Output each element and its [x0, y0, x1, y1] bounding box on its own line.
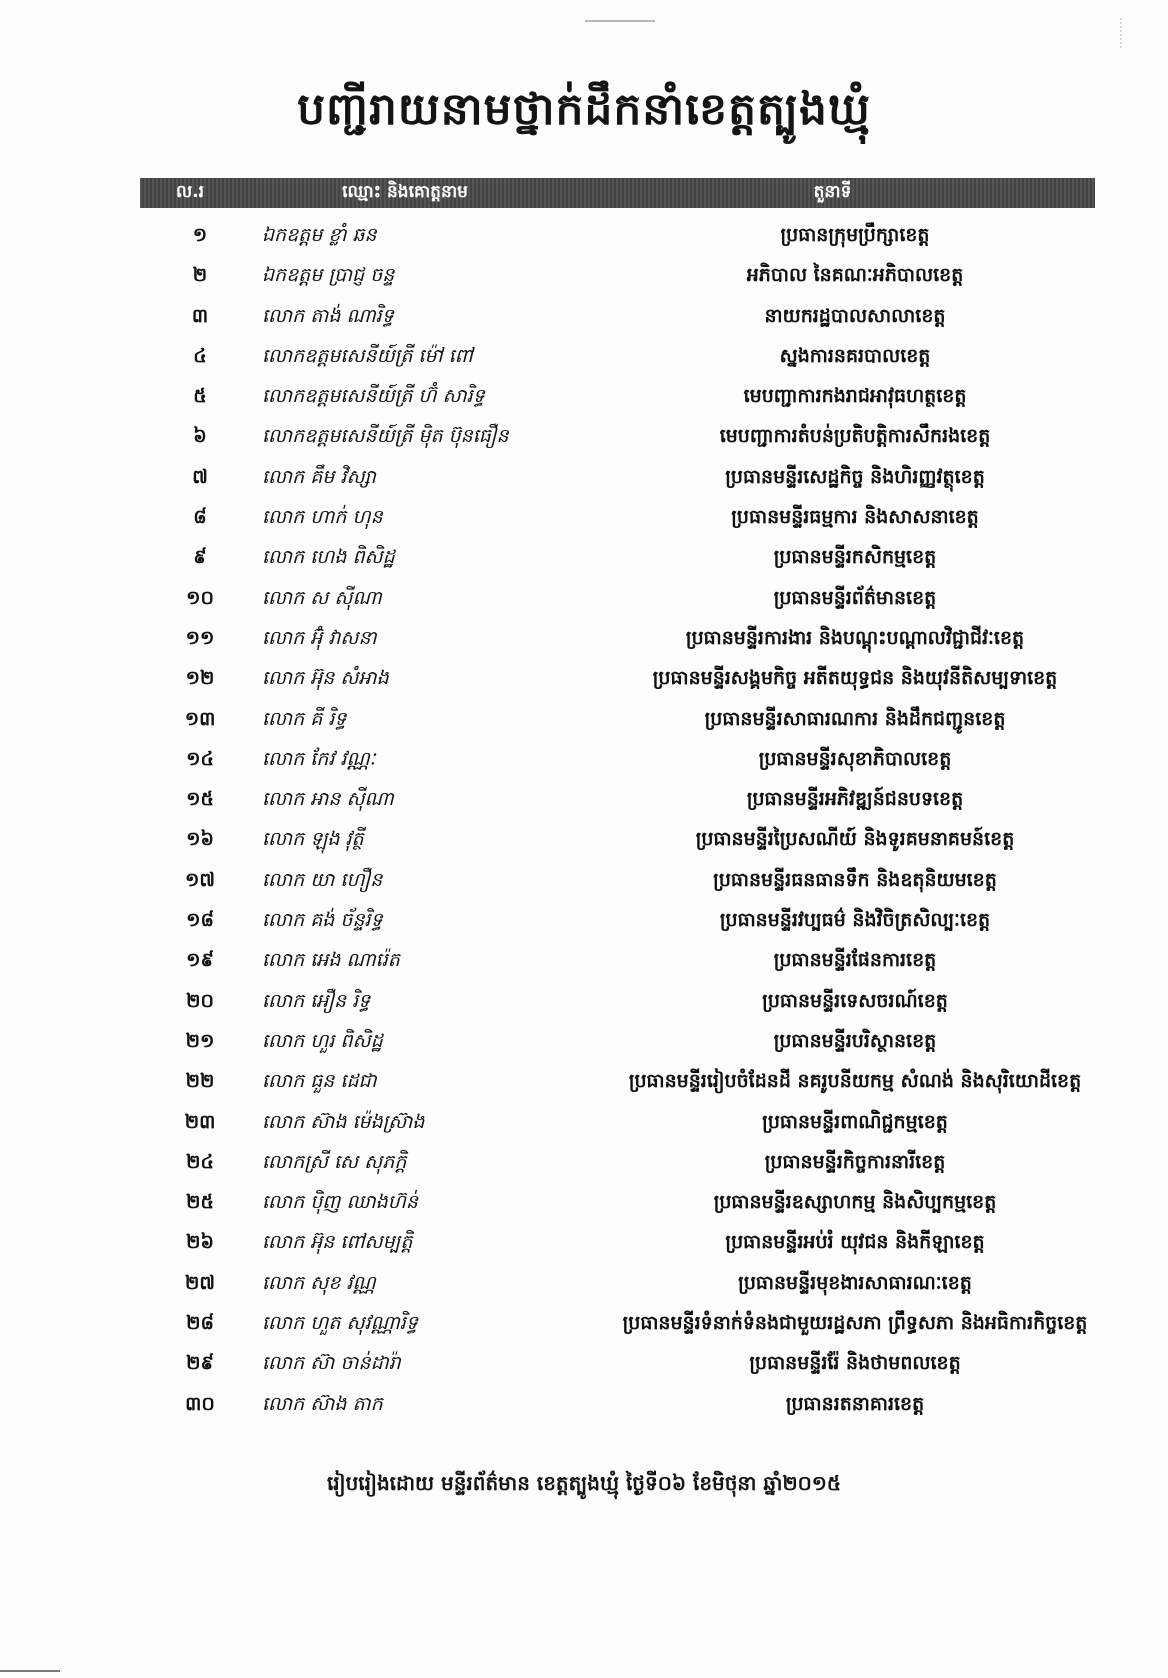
row-role: ប្រធានមន្ទីរធម្មការ និងសាសនាខេត្ត — [731, 506, 979, 529]
row-role: ប្រធានមន្ទីរការងារ និងបណ្តុះបណ្តាលវិជ្ជាជីវៈខេត្ត — [685, 626, 1025, 649]
row-name: លោក ហាក់ ហុន — [262, 506, 383, 529]
row-name: លោកឧត្តមសេនីយ៍ត្រី ម៉ៅ ពៅ — [262, 344, 473, 367]
table-row — [0, 699, 1168, 739]
table-row — [0, 1222, 1168, 1262]
row-role: ប្រធានមន្ទីរពាណិជ្ជកម្មខេត្ត — [762, 1110, 948, 1133]
table-header — [140, 178, 1095, 208]
table-row — [0, 1303, 1168, 1343]
table-row — [0, 819, 1168, 859]
table-row — [0, 296, 1168, 336]
table-row — [0, 618, 1168, 658]
row-name: លោក ស៊ា ចាន់ដារ៉ា — [262, 1352, 401, 1375]
row-role: ប្រធានមន្ទីរសង្គមកិច្ច អតីតយុទ្ធជន និងយុវនីតិសម្បទាខេត្ត — [652, 667, 1058, 690]
row-number: ២ — [192, 264, 208, 287]
row-name: លោក អាន ស៊ីណា — [262, 788, 394, 811]
row-number: ១៣ — [184, 707, 216, 730]
row-name: លោក ឡុង វុត្ថី — [262, 828, 364, 851]
row-name: លោក អឿន រិទ្ធ — [262, 989, 371, 1012]
row-number: ២២ — [185, 1070, 215, 1093]
row-number: ១០ — [186, 586, 214, 609]
row-role: ប្រធានមន្ទីរអប់រំ យុវជន និងកីឡាខេត្ត — [725, 1231, 985, 1254]
row-number: ២៧ — [185, 1271, 215, 1294]
scan-artifact-top — [585, 20, 655, 22]
row-name: លោក កែវ វណ្ណៈ — [262, 747, 376, 770]
row-number: ២៣ — [184, 1110, 216, 1133]
row-role: ប្រធានមន្ទីរបរិស្ថានខេត្ត — [773, 1029, 937, 1052]
table-row — [0, 1263, 1168, 1303]
row-name: ឯកឧត្តម ប្រាជ្ញ ចន្ទ — [262, 264, 395, 287]
row-name: លោក អ៊ុន ពៅសម្បត្តិ — [262, 1231, 413, 1254]
row-name: លោក អេង ណារ៉េត — [262, 949, 400, 972]
row-name: លោក ហួត សុវណ្ណារិទ្ធ — [262, 1312, 418, 1335]
row-name: លោក ស ស៊ីណា — [262, 586, 382, 609]
row-role: ប្រធានមន្ទីរទំនាក់ទំនងជាមួយរដ្ឋសភា ព្រឹទ្ធសភា និងអធិការកិច្ចខេត្ត — [622, 1312, 1088, 1335]
row-name: លោក យា ហឿន — [262, 868, 383, 891]
row-number: ១៨ — [186, 909, 214, 932]
table-row — [0, 336, 1168, 376]
row-number: ៥ — [193, 385, 207, 408]
row-role: ប្រធានមន្ទីរធនធានទឹក និងឧតុនិយមខេត្ត — [713, 868, 997, 891]
table-row — [0, 215, 1168, 255]
row-number: ១ — [192, 224, 208, 246]
row-name: លោក អ៊ុន សំអាង — [262, 667, 389, 690]
row-name: លោក គង់ ច័ន្ទរិទ្ធ — [262, 909, 383, 932]
row-role: នាយករដ្ឋបាលសាលាខេត្ត — [764, 304, 946, 327]
row-number: ២៥ — [186, 1191, 214, 1214]
row-role: ស្នងការនគរបាលខេត្ត — [779, 344, 931, 367]
row-role: ប្រធានមន្ទីរសេដ្ឋកិច្ច និងហិរញ្ញវត្ថុខេត្ត — [725, 465, 985, 488]
row-name: លោកស្រី សេ សុភក្តិ — [262, 1150, 407, 1173]
row-role: ប្រធានមន្ទីររៀបចំដែនដី នគរូបនីយកម្ម សំណង់ និងសុរិយោដីខេត្ត — [628, 1070, 1082, 1093]
row-number: ១៤ — [186, 747, 214, 770]
row-number: ២៩ — [186, 1352, 214, 1375]
row-role: ប្រធានរតនាគារខេត្ត — [785, 1392, 925, 1415]
table-row — [0, 1021, 1168, 1061]
row-role: ប្រធានមន្ទីរព័ត៌មានខេត្ត — [773, 586, 937, 609]
table-row — [0, 1384, 1168, 1424]
row-name: លោក អ៊ុំ វាសនា — [262, 626, 377, 649]
row-name: លោក ប៉ិញ ឈាងហ៊ន់ — [262, 1191, 418, 1214]
row-number: ២១ — [185, 1029, 215, 1052]
table-row — [0, 940, 1168, 980]
row-number: ៤ — [193, 344, 207, 367]
footer-note: រៀបរៀងដោយ មន្ទីរព័ត៌មាន ខេត្តត្បូងឃ្មុំ ថ្ងៃទី០៦ ខែមិថុនា ឆ្នាំ២០១៥ — [326, 1471, 842, 1495]
column-header-role: តួនាទី — [813, 181, 852, 202]
table-row — [0, 981, 1168, 1021]
row-name: លោក ហេង ពិសិដ្ឋ — [262, 546, 395, 569]
row-name: ឯកឧត្តម ខ្លាំ ឆន — [262, 224, 377, 246]
table-row — [0, 739, 1168, 779]
row-role: ប្រធានមន្ទីរកសិកម្មខេត្ត — [773, 546, 937, 569]
row-role: អភិបាល នៃគណៈអភិបាលខេត្ត — [746, 264, 964, 287]
row-number: ២៦ — [186, 1231, 214, 1254]
row-number: ១៩ — [186, 949, 214, 972]
row-number: ៨ — [193, 506, 207, 529]
row-role: ប្រធានមន្ទីរកិច្ចការនារីខេត្ត — [764, 1150, 946, 1173]
table-row — [0, 860, 1168, 900]
column-header-number: ល.រ — [175, 181, 205, 202]
page-title: បញ្ជីរាយនាមថ្នាក់ដឹកនាំខេត្តត្បូងឃ្មុំ — [297, 84, 871, 135]
table-row — [0, 578, 1168, 618]
table-row — [0, 457, 1168, 497]
row-role: ប្រធានមន្ទីរទេសចរណ៍ខេត្ត — [762, 989, 948, 1012]
table-row — [0, 537, 1168, 577]
row-number: ៣ — [191, 304, 209, 327]
row-role: ប្រធានមន្ទីរសាធារណការ និងដឹកជញ្ជូនខេត្ត — [704, 707, 1006, 730]
row-role: ប្រធានមន្ទីរមុខងារសាធារណៈខេត្ត — [738, 1271, 972, 1294]
table-row — [0, 497, 1168, 537]
row-name: លោក គី រិទ្ធ — [262, 707, 347, 730]
table-row — [0, 1142, 1168, 1182]
table-row — [0, 255, 1168, 295]
row-role: ប្រធានក្រុមប្រឹក្សាខេត្ត — [780, 224, 930, 246]
row-name: លោក តាង់ ណារិទ្ធ — [262, 304, 394, 327]
row-name: លោក ធួន ដេជា — [262, 1070, 377, 1093]
row-name: លោក សុខ វណ្ណ — [262, 1271, 376, 1294]
table-row — [0, 900, 1168, 940]
row-role: មេបញ្ជាការកងរាជអាវុធហត្ថខេត្ត — [743, 385, 967, 408]
row-role: ប្រធានមន្ទីររ៉ែ និងថាមពលខេត្ត — [749, 1352, 961, 1375]
table-row — [0, 1343, 1168, 1383]
row-name: លោក ស៊ាង តាក — [262, 1392, 383, 1415]
row-number: ២០ — [186, 989, 214, 1012]
table-row — [0, 658, 1168, 698]
row-number: ១៧ — [185, 868, 215, 891]
row-role: ប្រធានមន្ទីរអភិវឌ្ឍន៍ជនបទខេត្ត — [746, 788, 964, 811]
row-number: ២៨ — [186, 1312, 214, 1335]
row-number: ១៥ — [186, 788, 214, 811]
table-body — [0, 215, 1168, 1424]
table-row — [0, 1182, 1168, 1222]
table-row — [0, 1061, 1168, 1101]
row-number: ២៤ — [186, 1150, 214, 1173]
row-name: លោក ហួរ ពិសិដ្ឋ — [262, 1029, 383, 1052]
row-number: ៦ — [193, 425, 207, 448]
row-name: លោក ស៊ាង ម៉េងស្រ៊ាង — [262, 1110, 425, 1133]
row-number: ១៦ — [186, 828, 214, 851]
scan-artifact-bottom — [0, 1670, 60, 1672]
scan-artifact-dots — [1120, 18, 1132, 48]
row-number: ៣០ — [185, 1392, 215, 1415]
row-role: ប្រធានមន្ទីរផែនការខេត្ត — [773, 949, 937, 972]
row-name: លោកឧត្តមសេនីយ៍ត្រី ម៉ិត ប៊ុនធឿន — [262, 425, 509, 448]
table-row — [0, 376, 1168, 416]
table-row — [0, 779, 1168, 819]
row-role: មេបញ្ជាការតំបន់ប្រតិបត្តិការសឹករងខេត្ត — [719, 425, 991, 448]
row-name: លោក គឹម វិស្សា — [262, 465, 376, 488]
column-header-name: ឈ្មោះ និងគោត្តនាម — [342, 181, 468, 202]
row-number: ៧ — [192, 465, 208, 488]
table-row — [0, 416, 1168, 456]
row-role: ប្រធានមន្ទីរសុខាភិបាលខេត្ត — [758, 747, 952, 770]
row-number: ១២ — [185, 667, 215, 690]
row-number: ១១ — [185, 626, 215, 649]
row-role: ប្រធានមន្ទីរឧស្សាហកម្ម និងសិប្បកម្មខេត្ត — [713, 1191, 997, 1214]
row-name: លោកឧត្តមសេនីយ៍ត្រី ហ៊ំ សារិទ្ធ — [262, 385, 485, 408]
row-role: ប្រធានមន្ទីរវប្បធម៌ និងវិចិត្រសិល្បៈខេត្ត — [719, 909, 991, 932]
table-row — [0, 1102, 1168, 1142]
row-number: ៩ — [193, 546, 207, 569]
row-role: ប្រធានមន្ទីរប្រៃសណីយ៍ និងទូរគមនាគមន៍ខេត្ត — [695, 828, 1015, 851]
